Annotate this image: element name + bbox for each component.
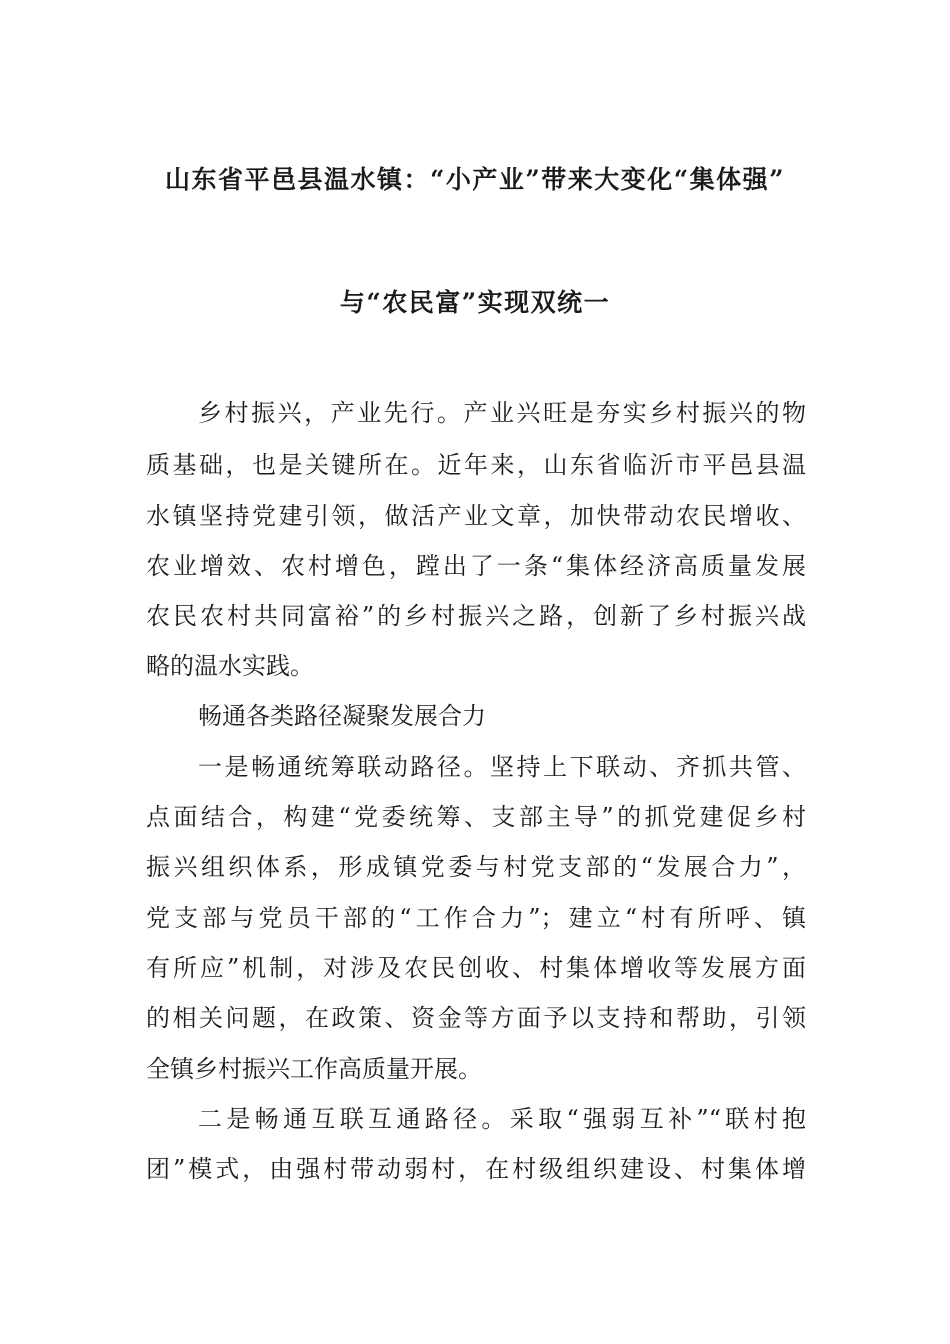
paragraph-2-line: 点面结合，构建“党委统筹、支部主导”的抓党建促乡村 xyxy=(146,803,806,831)
section-heading: 畅通各类路径凝聚发展合力 xyxy=(198,702,486,730)
paragraph-1-line: 农民农村共同富裕”的乡村振兴之路，创新了乡村振兴战 xyxy=(146,602,806,630)
paragraph-1-line: 农业增效、农村增色，蹚出了一条“集体经济高质量发展 xyxy=(146,552,806,580)
document-title-line-1: 山东省平邑县温水镇：“小产业”带来大变化“集体强” xyxy=(164,165,786,194)
paragraph-2-line: 党支部与党员干部的“工作合力”；建立“村有所呼、镇 xyxy=(146,904,806,932)
document-title-line-2: 与“农民富”实现双统一 xyxy=(339,288,611,317)
paragraph-1-line: 乡村振兴，产业先行。产业兴旺是夯实乡村振兴的物 xyxy=(198,399,806,427)
paragraph-1-line: 水镇坚持党建引领，做活产业文章，加快带动农民增收、 xyxy=(146,502,806,530)
paragraph-3-line: 团”模式，由强村带动弱村，在村级组织建设、村集体增 xyxy=(146,1155,806,1183)
paragraph-2-line: 的相关问题，在政策、资金等方面予以支持和帮助，引领 xyxy=(146,1004,806,1032)
paragraph-2-line: 有所应”机制，对涉及农民创收、村集体增收等发展方面 xyxy=(146,954,806,982)
paragraph-2-line: 全镇乡村振兴工作高质量开展。 xyxy=(146,1055,482,1083)
paragraph-3-line: 二是畅通互联互通路径。采取“强弱互补”“联村抱 xyxy=(198,1105,806,1133)
paragraph-2-line: 一是畅通统筹联动路径。坚持上下联动、齐抓共管、 xyxy=(198,753,806,781)
paragraph-2-line: 振兴组织体系，形成镇党委与村党支部的“发展合力”， xyxy=(146,853,806,881)
paragraph-1-line: 略的温水实践。 xyxy=(146,652,314,680)
paragraph-1-line: 质基础，也是关键所在。近年来，山东省临沂市平邑县温 xyxy=(146,451,806,479)
